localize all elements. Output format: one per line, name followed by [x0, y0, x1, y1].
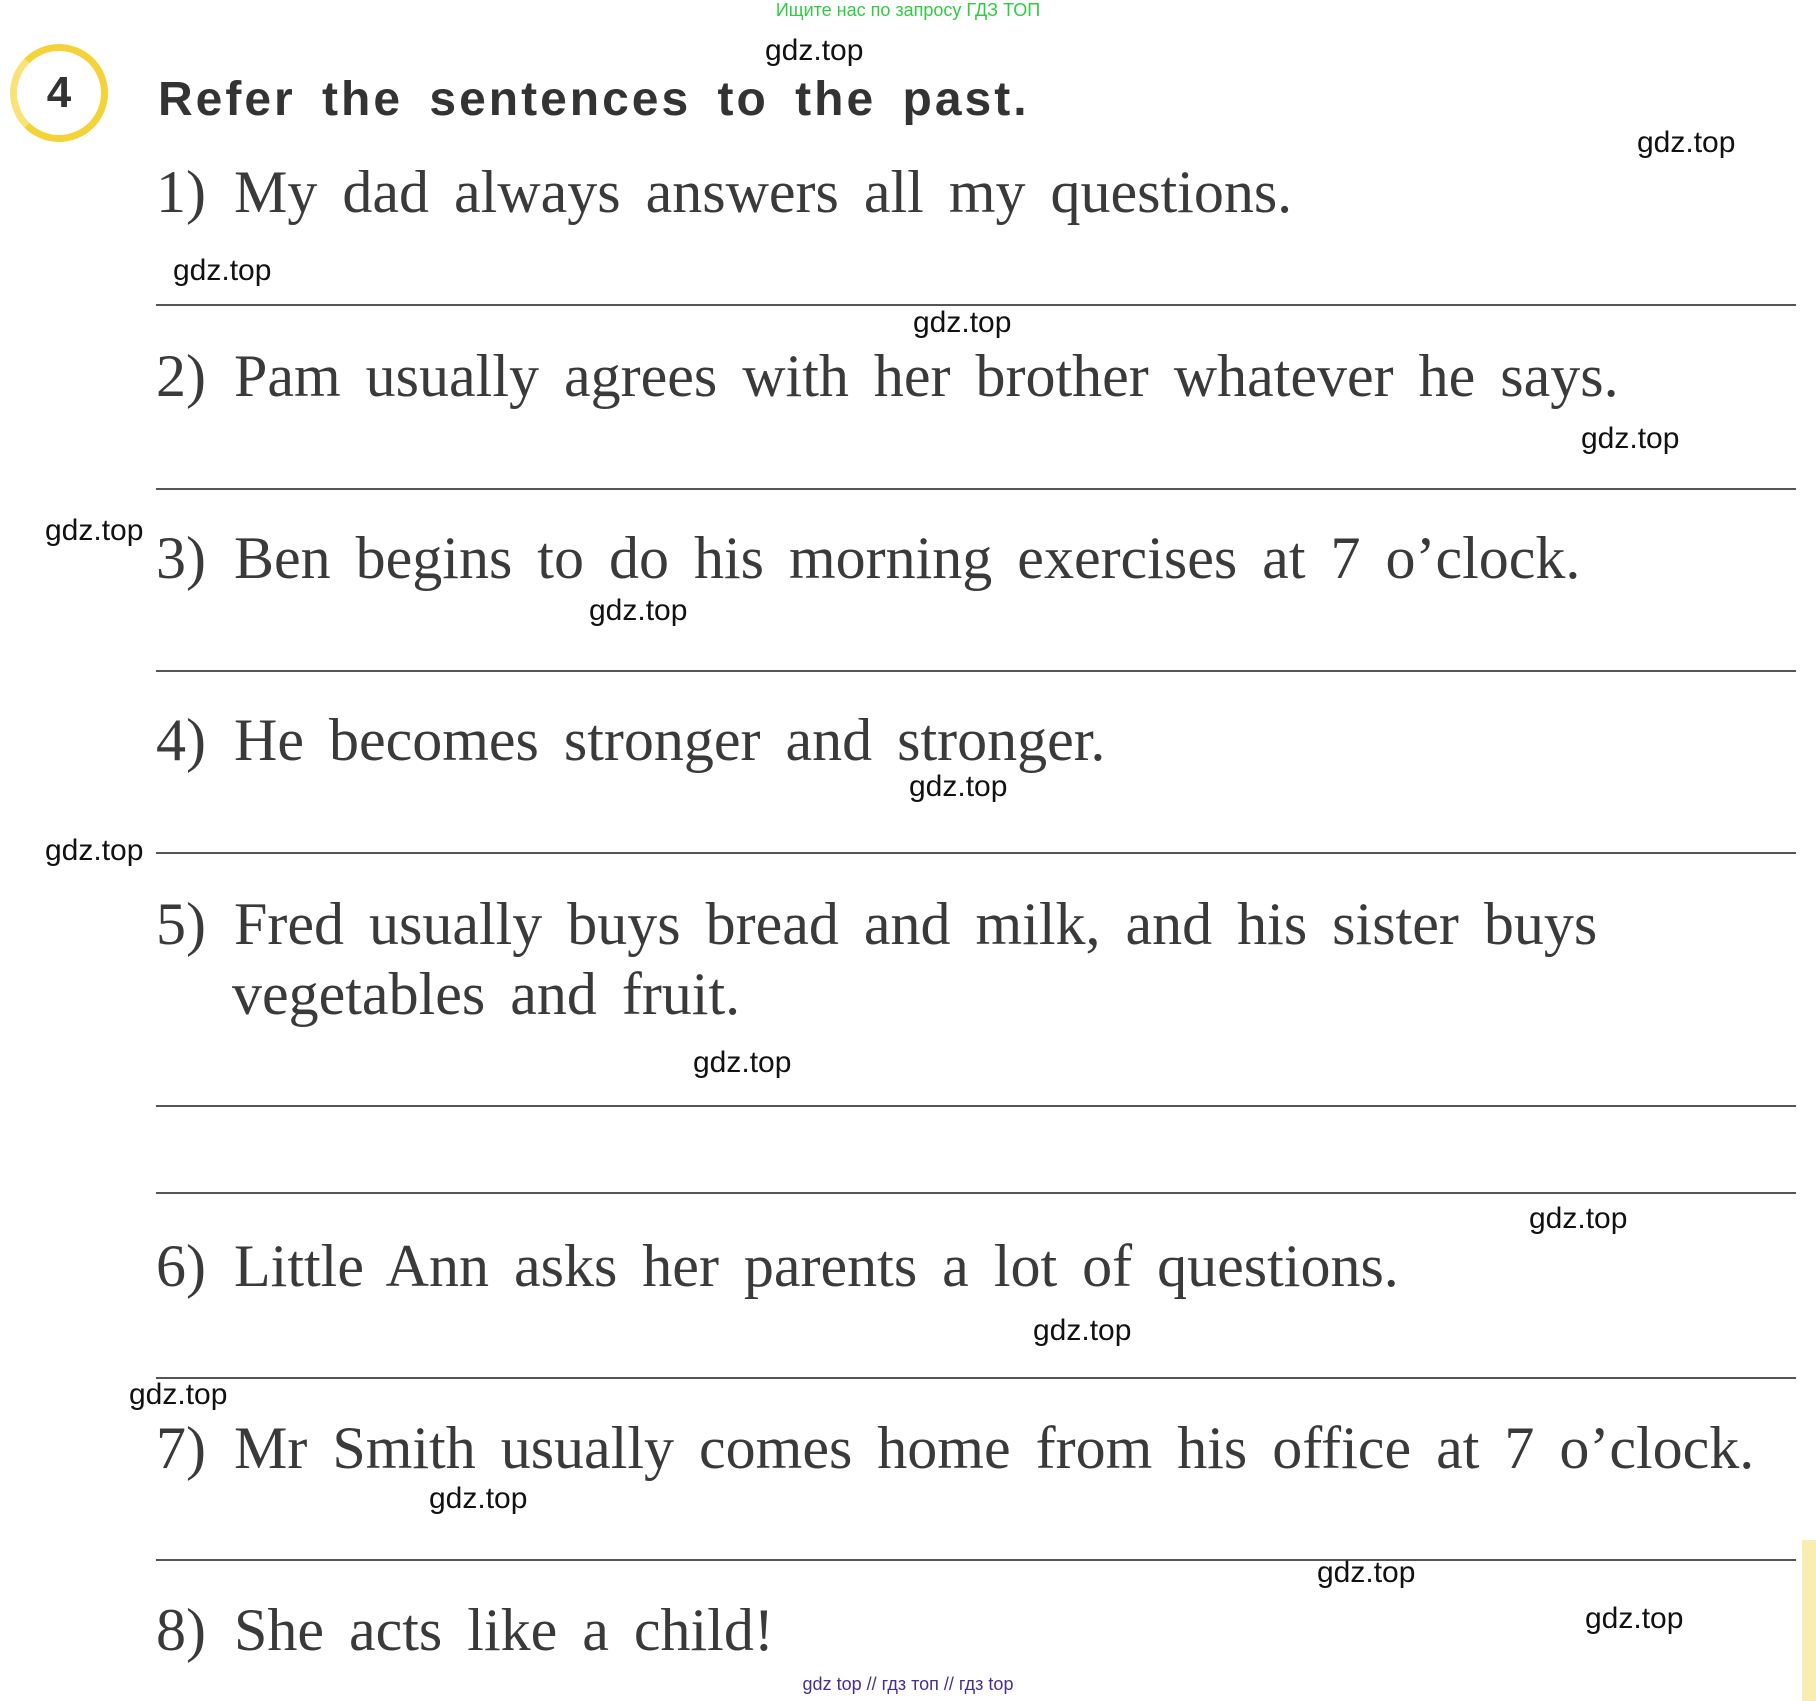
sentence-5-number: 5): [156, 891, 206, 957]
watermark: gdz.top: [1581, 422, 1680, 455]
answer-line-6[interactable]: [156, 1377, 1796, 1379]
answer-line-5b[interactable]: [156, 1192, 1796, 1194]
watermark: gdz.top: [173, 254, 272, 287]
footer-banner: gdz top // гдз топ // гдз top: [802, 1674, 1014, 1694]
sentence-1-text: My dad always answers all my questions.: [234, 159, 1293, 225]
sentence-5: [156, 890, 1597, 959]
sentence-5-text: Fred usually buys bread and milk, and his sister buys: [234, 891, 1598, 957]
sentence-1-number: 1): [156, 159, 206, 225]
answer-line-3[interactable]: [156, 670, 1796, 672]
sentence-8-number: 8): [156, 1597, 206, 1663]
sentence-3-text: Ben begins to do his morning exercises at 7 o’clock.: [234, 525, 1581, 591]
watermark: gdz.top: [1033, 1314, 1132, 1347]
sentence-6: [156, 1232, 1399, 1301]
sentence-3: [156, 524, 1580, 593]
watermark: gdz.top: [45, 834, 144, 867]
answer-line-4[interactable]: [156, 852, 1796, 854]
task-title: Refer the sentences to the past.: [158, 73, 1030, 126]
sentence-6-text: Little Ann asks her parents a lot of questions.: [234, 1233, 1399, 1299]
sentence-7: [156, 1414, 1754, 1483]
watermark: gdz.top: [693, 1046, 792, 1079]
sentence-2-number: 2): [156, 343, 206, 409]
watermark: gdz.top: [129, 1378, 228, 1411]
watermark: gdz.top: [1529, 1202, 1628, 1235]
sentence-4: [156, 706, 1105, 775]
answer-line-2[interactable]: [156, 488, 1796, 490]
sentence-4-text: He becomes stronger and stronger.: [234, 707, 1106, 773]
watermark: gdz.top: [909, 770, 1008, 803]
watermark: gdz.top: [1317, 1556, 1416, 1589]
sentence-2: [156, 342, 1619, 411]
sentence-8-text: She acts like a child!: [234, 1597, 774, 1663]
watermark: gdz.top: [1585, 1602, 1684, 1635]
sentence-4-number: 4): [156, 707, 206, 773]
sentence-2-text: Pam usually agrees with her brother whatever he says.: [234, 343, 1619, 409]
sentence-8: [156, 1596, 774, 1665]
sentence-5-continuation: vegetables and fruit.: [232, 961, 741, 1027]
answer-line-5a[interactable]: [156, 1105, 1796, 1107]
watermark: gdz.top: [1637, 126, 1736, 159]
watermark: gdz.top: [429, 1482, 528, 1515]
sentence-6-number: 6): [156, 1233, 206, 1299]
watermark: gdz.top: [589, 594, 688, 627]
top-banner: Ищите нас по запросу ГДЗ ТОП: [775, 0, 1041, 20]
sentence-7-text: Mr Smith usually comes home from his office at 7 o’clock.: [234, 1415, 1755, 1481]
sentence-7-number: 7): [156, 1415, 206, 1481]
watermark: gdz.top: [913, 306, 1012, 339]
sentence-1: [156, 158, 1292, 227]
watermark: gdz.top: [45, 514, 144, 547]
task-number-badge: 4: [10, 44, 108, 142]
watermark: gdz.top: [765, 34, 864, 67]
sentence-3-number: 3): [156, 525, 206, 591]
answer-line-7[interactable]: [156, 1559, 1796, 1561]
